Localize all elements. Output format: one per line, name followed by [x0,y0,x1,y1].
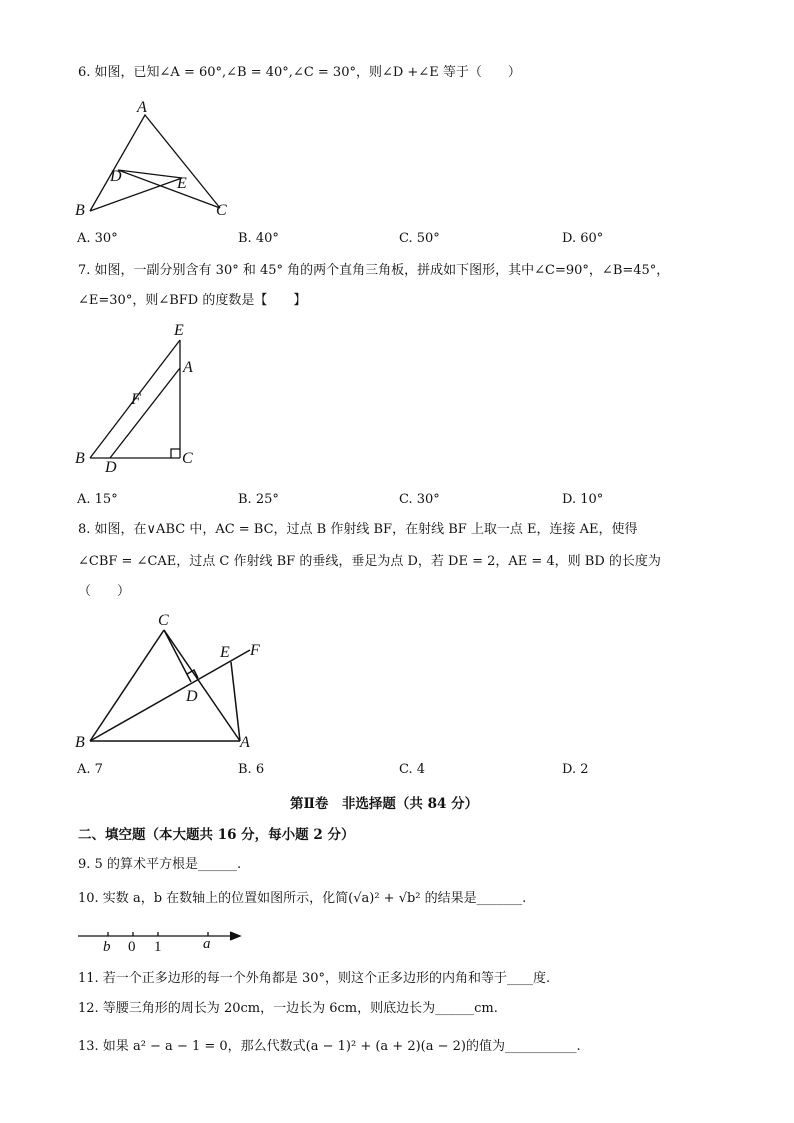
q7-label-d: D [105,459,117,476]
q10-axis-label-0: 0 [128,939,136,954]
q7-option-b: B. 25° [238,492,279,507]
q8-stem-line2: ∠CBF = ∠CAE，过点 C 作射线 BF 的垂线，垂足为点 D，若 DE = 2，AE = 4，则 BD 的长度为 [78,554,661,569]
q8-option-c: C. 4 [399,762,426,777]
q8-label-a: A [240,734,250,751]
part2-title: 第Ⅱ卷 非选择题（共 84 分） [290,796,479,812]
q10-axis-label-b: b [103,939,111,954]
q7-option-a: A. 15° [77,492,118,507]
q6-label-d: D [110,168,122,185]
q10-stem: 10. 实数 a，b 在数轴上的位置如图所示，化简(√a)² + √b² 的结果是_______. [78,891,527,906]
q6-label-e: E [177,175,187,192]
q6-option-d: D. 60° [562,231,604,246]
q13-stem: 13. 如果 a² − a − 1 = 0，那么代数式(a − 1)² + (a + 2)(a − 2)的值为___________. [78,1039,581,1054]
q6-option-c: C. 50° [399,231,440,246]
q7-label-a: A [183,359,193,376]
q6-stem: 6. 如图，已知∠A = 60°,∠B = 40°,∠C = 30°，则∠D +∠E 等于（ ） [78,65,521,80]
q12-stem: 12. 等腰三角形的周长为 20cm，一边长为 6cm，则底边长为______cm. [78,1001,498,1016]
q6-option-a: A. 30° [77,231,118,246]
q8-label-c: C [158,612,169,629]
q7-label-e: E [174,322,184,339]
q6-label-b: B [75,202,85,219]
q11-stem: 11. 若一个正多边形的每一个外角都是 30°，则这个正多边形的内角和等于____度. [78,971,551,986]
q8-label-e: E [220,644,230,661]
q7-figure [70,320,210,480]
q6-figure [70,95,250,225]
q7-label-f: F [131,391,141,408]
q7-label-c: C [182,450,193,467]
q8-stem-line3: （ ） [78,584,131,599]
q7-option-c: C. 30° [399,492,440,507]
q7-stem-line1: 7. 如图，一副分别含有 30° 和 45° 角的两个直角三角板，拼成如下图形，其中∠C=90°，∠B=45°， [78,263,670,278]
q8-label-d: D [186,688,198,705]
q7-option-d: D. 10° [562,492,604,507]
q10-number-line [70,924,250,954]
q6-label-a: A [137,99,147,116]
q10-axis-label-1: 1 [154,939,162,954]
q8-option-a: A. 7 [77,762,103,777]
q8-figure [70,605,280,755]
q6-option-b: B. 40° [238,231,279,246]
q6-label-c: C [216,202,227,219]
q8-stem-line1: 8. 如图，在∨ABC 中，AC = BC，过点 B 作射线 BF，在射线 BF 上取一点 E，连接 AE，使得 [78,522,638,537]
q8-label-f: F [250,642,260,659]
q8-label-b: B [75,734,85,751]
section2-title: 二、填空题（本大题共 16 分，每小题 2 分） [78,827,355,843]
q9-stem: 9. 5 的算术平方根是______. [78,857,242,872]
q8-option-b: B. 6 [238,762,265,777]
q10-axis-label-a: a [203,936,211,952]
q8-option-d: D. 2 [562,762,589,777]
q7-label-b: B [75,450,85,467]
q7-stem-line2: ∠E=30°，则∠BFD 的度数是【 】 [78,293,307,308]
